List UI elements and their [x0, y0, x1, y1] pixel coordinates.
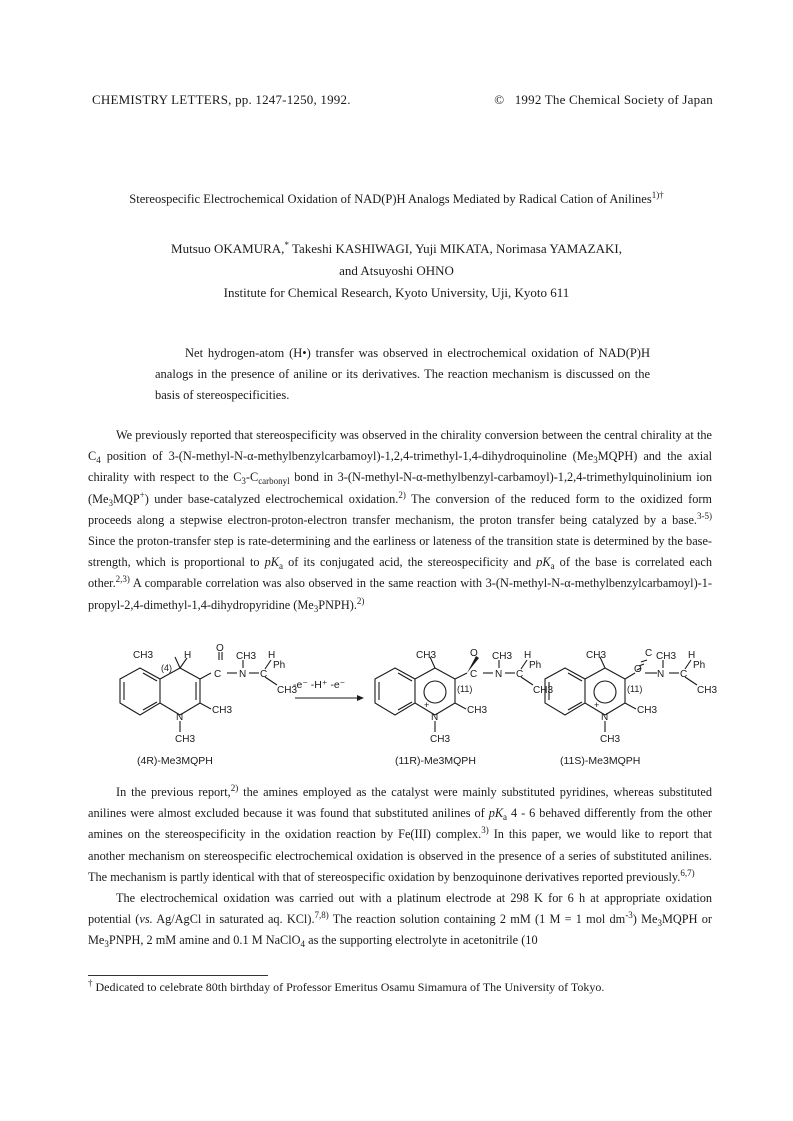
text-run: of its conjugated acid, the stereospecificity and [283, 555, 537, 570]
subscript: 3 [241, 476, 246, 487]
reference-mark: 2) [398, 489, 406, 500]
text-run: ) under base-catalyzed electrochemical oxidation. [144, 491, 399, 506]
subscript: 4 [300, 939, 306, 950]
atom-label: CH3 [212, 705, 233, 716]
author-block [0, 238, 793, 304]
chem-term: pK [488, 806, 504, 821]
atom-label: (11) [457, 684, 473, 694]
text-run: or [697, 912, 712, 927]
chem-term: PNPH [108, 933, 141, 948]
superscript: -3 [625, 910, 633, 921]
atom-label: O [216, 643, 224, 654]
text-run: In this paper, we would like to report that another mechanism on stereospecific electrochemical oxidation is observed in the presence of a series of substituted anilines. The mechanism is partly identical with that of stereospecific oxidation by benzoquinone derivatives reported previously. [88, 827, 713, 884]
footnote [88, 980, 728, 995]
atom-label: (4) [161, 663, 172, 673]
body-paragraph-1 [88, 425, 712, 616]
atom-label: C [680, 669, 688, 680]
atom-label: CH3 [133, 650, 154, 661]
subscript: carbonyl [258, 476, 290, 487]
chem-term: Me [297, 597, 314, 612]
arrow-conditions: -e⁻ -H⁺ -e⁻ [293, 679, 346, 691]
atom-label: Ph [273, 660, 286, 671]
text-run: 4 - 6 behaved differently from the other amines on the stereospecificity in the oxidation reaction by Fe(III) complex. [88, 806, 712, 842]
footnote-mark: † [88, 978, 93, 988]
atom-label: H [688, 650, 696, 661]
text-run: , 2 mM amine and 0.1 M NaClO [140, 933, 301, 948]
atom-label: CH3 [586, 650, 607, 661]
compound-4r-me3mqph [120, 643, 297, 767]
subscript: a [503, 812, 508, 823]
reference-mark: 2) [356, 595, 365, 606]
chem-term: Me [88, 933, 105, 948]
text-run: vs. [139, 912, 153, 927]
subscript: a [550, 561, 555, 572]
atom-label: CH3 [430, 734, 451, 745]
chem-term: C [88, 449, 97, 464]
footnote-rule [88, 975, 268, 976]
body-paragraph-3 [88, 888, 712, 952]
compound-label: (11R)-Me3MQPH [395, 755, 476, 767]
atom-label: N [176, 712, 184, 723]
body-paragraph-2 [88, 782, 712, 888]
chem-term: pK [264, 555, 279, 570]
text-run: ) [632, 912, 642, 927]
chem-term: MQP [113, 491, 140, 506]
compound-label: (4R)-Me3MQPH [137, 755, 213, 767]
compound-label: (11S)-Me3MQPH [560, 755, 641, 767]
chem-term: Me [641, 912, 658, 927]
affiliation: Institute for Chemical Research, Kyoto University, Uji, Kyoto 611 [223, 285, 570, 300]
chem-term: -C [245, 470, 259, 485]
reference-mark: 3) [481, 825, 489, 836]
reference-mark: 3-5) [697, 510, 712, 521]
subscript: a [279, 561, 283, 572]
reference-mark: 2) [230, 783, 239, 793]
atom-label: Ph [529, 660, 542, 671]
atom-label: Ph [693, 660, 706, 671]
atom-label: C [470, 669, 478, 680]
atom-label: CH3 [175, 734, 196, 745]
charge-label: + [594, 700, 600, 710]
atom-label: CH3 [277, 685, 298, 696]
footnote-text: Dedicated to celebrate 80th birthday of Professor Emeritus Osamu Simamura of The University of Tokyo. [92, 980, 605, 994]
corresponding-mark: * [284, 240, 289, 250]
paper-title-text: Stereospecific Electrochemical Oxidation of NAD(P)H Analogs Mediated by Radical Cation of Anilines [129, 192, 652, 206]
subscript: 3 [657, 918, 662, 929]
reaction-scheme [105, 643, 718, 773]
atom-label: N [657, 669, 665, 680]
atom-label: CH3 [656, 651, 677, 662]
atom-label: C [214, 669, 222, 680]
title-footnote-marks: 1)† [651, 190, 664, 200]
atom-label: H [524, 650, 532, 661]
text-run: The reaction solution containing 2 mM (1 M = 1 mol dm [328, 912, 626, 927]
text-run: A comparable correlation was also observed in the same reaction with 3-(N-methyl-N-α-methylbenzylcarbamoyl)-1-propyl-2,4-dimethyl-1,4-dihydropyridine ( [88, 576, 712, 612]
body-paragraphs-2-3 [88, 782, 712, 952]
reference-mark: 2,3) [115, 574, 130, 585]
atom-label: N [601, 712, 609, 723]
text-run: the amines employed as the catalyst were mainly substituted pyridines, whereas substituted anilines were almost excluded because it was found that substituted anilines of [88, 785, 712, 821]
author-line-1 [0, 238, 793, 260]
atom-label: H [184, 650, 192, 661]
text-run: We previously reported that stereospecificity was observed in the chirality conversion between the central chirality at the [116, 428, 712, 442]
reference-mark: 7,8) [314, 910, 329, 921]
text-run: of the base is correlated each other. [88, 555, 712, 591]
chem-term: Me [576, 449, 594, 464]
atom-label: CH3 [697, 685, 718, 696]
copyright-text: 1992 The Chemical Society of Japan [514, 92, 713, 107]
compound-11s-me3mqph [545, 648, 717, 767]
atom-label: CH3 [600, 734, 621, 745]
atom-label: N [495, 669, 503, 680]
subscript: 3 [313, 603, 319, 614]
reference-mark: 6,7) [680, 867, 695, 878]
atom-label: N [239, 669, 247, 680]
atom-label: O [634, 664, 642, 675]
author-list-rest: Takeshi KASHIWAGI, Yuji MIKATA, Norimasa YAMAZAKI, [288, 241, 622, 256]
author-line-2: and Atsuyoshi OHNO [339, 263, 454, 278]
copyright-notice [494, 92, 713, 108]
abstract: Net hydrogen-atom (H•) transfer was observed in electrochemical oxidation of NAD(P)H analogs in the presence of aniline or its derivatives. The reaction mechanism is discussed on the basis of stereospecificities. [155, 346, 650, 402]
atom-label: CH3 [236, 651, 257, 662]
text-run: ). [349, 597, 357, 612]
superscript: + [139, 489, 145, 500]
chem-term: PNPH [318, 597, 350, 612]
atom-label: O [470, 648, 478, 659]
text-run: The electrochemical oxidation was carried out with a platinum electrode at 298 K for 6 h at appropriate oxidation potential ( [88, 891, 712, 927]
author-okamura: Mutsuo OKAMURA, [171, 241, 285, 256]
atom-label: (11) [627, 684, 643, 694]
text-run: position of 3-(N-methyl-N-α-methylbenzylcarbamoyl)-1,2,4-trimethyl-1,4-dihydroquinoline ( [100, 449, 577, 464]
text-run: bond in 3-(N-methyl-N-α-methylbenzyl-carbamoyl)-1,2,4-trimethylquinolinium ion ( [88, 470, 712, 506]
text-run: as the supporting electrolyte in acetonitrile (10 [305, 933, 538, 948]
journal-citation: CHEMISTRY LETTERS, pp. 1247-1250, 1992. [92, 92, 351, 107]
text-run: The conversion of the reduced form to the oxidized form proceeds along a stepwise electron-proton-electron transfer mechanism, the proton transfer being catalyzed by a base. [88, 491, 712, 527]
atom-label: CH3 [637, 705, 658, 716]
atom-label: C [260, 669, 268, 680]
subscript: 3 [108, 497, 114, 508]
text-run: Ag/AgCl in saturated aq. KCl). [152, 912, 315, 927]
charge-label: + [424, 700, 430, 710]
atom-label: N [431, 712, 439, 723]
copyright-symbol: © [494, 92, 505, 107]
reaction-arrow [293, 679, 364, 701]
atom-label: C [516, 669, 524, 680]
subscript: 4 [96, 455, 101, 466]
atom-label: CH3 [467, 705, 488, 716]
chem-term: MQPH [661, 912, 698, 927]
text-run: ) and the axial chirality with respect to the [88, 449, 712, 485]
compound-11r-me3mqph [375, 648, 553, 767]
atom-label: CH3 [416, 650, 437, 661]
text-run: In the previous report, [116, 785, 231, 799]
atom-label: C [645, 648, 653, 659]
chem-term: C [233, 470, 242, 485]
chem-term: pK [536, 555, 551, 570]
atom-label: H [268, 650, 276, 661]
atom-label: CH3 [533, 685, 554, 696]
subscript: 3 [593, 455, 598, 466]
subscript: 3 [104, 939, 109, 950]
chem-term: Me [92, 491, 109, 506]
atom-label: CH3 [492, 651, 513, 662]
text-run: Since the proton-transfer step is rate-determining and the earliness or lateness of the transition state is determined by the base-strength, which is proportional to [88, 534, 712, 570]
chem-term: MQPH [597, 449, 634, 464]
paper-title [0, 192, 793, 207]
